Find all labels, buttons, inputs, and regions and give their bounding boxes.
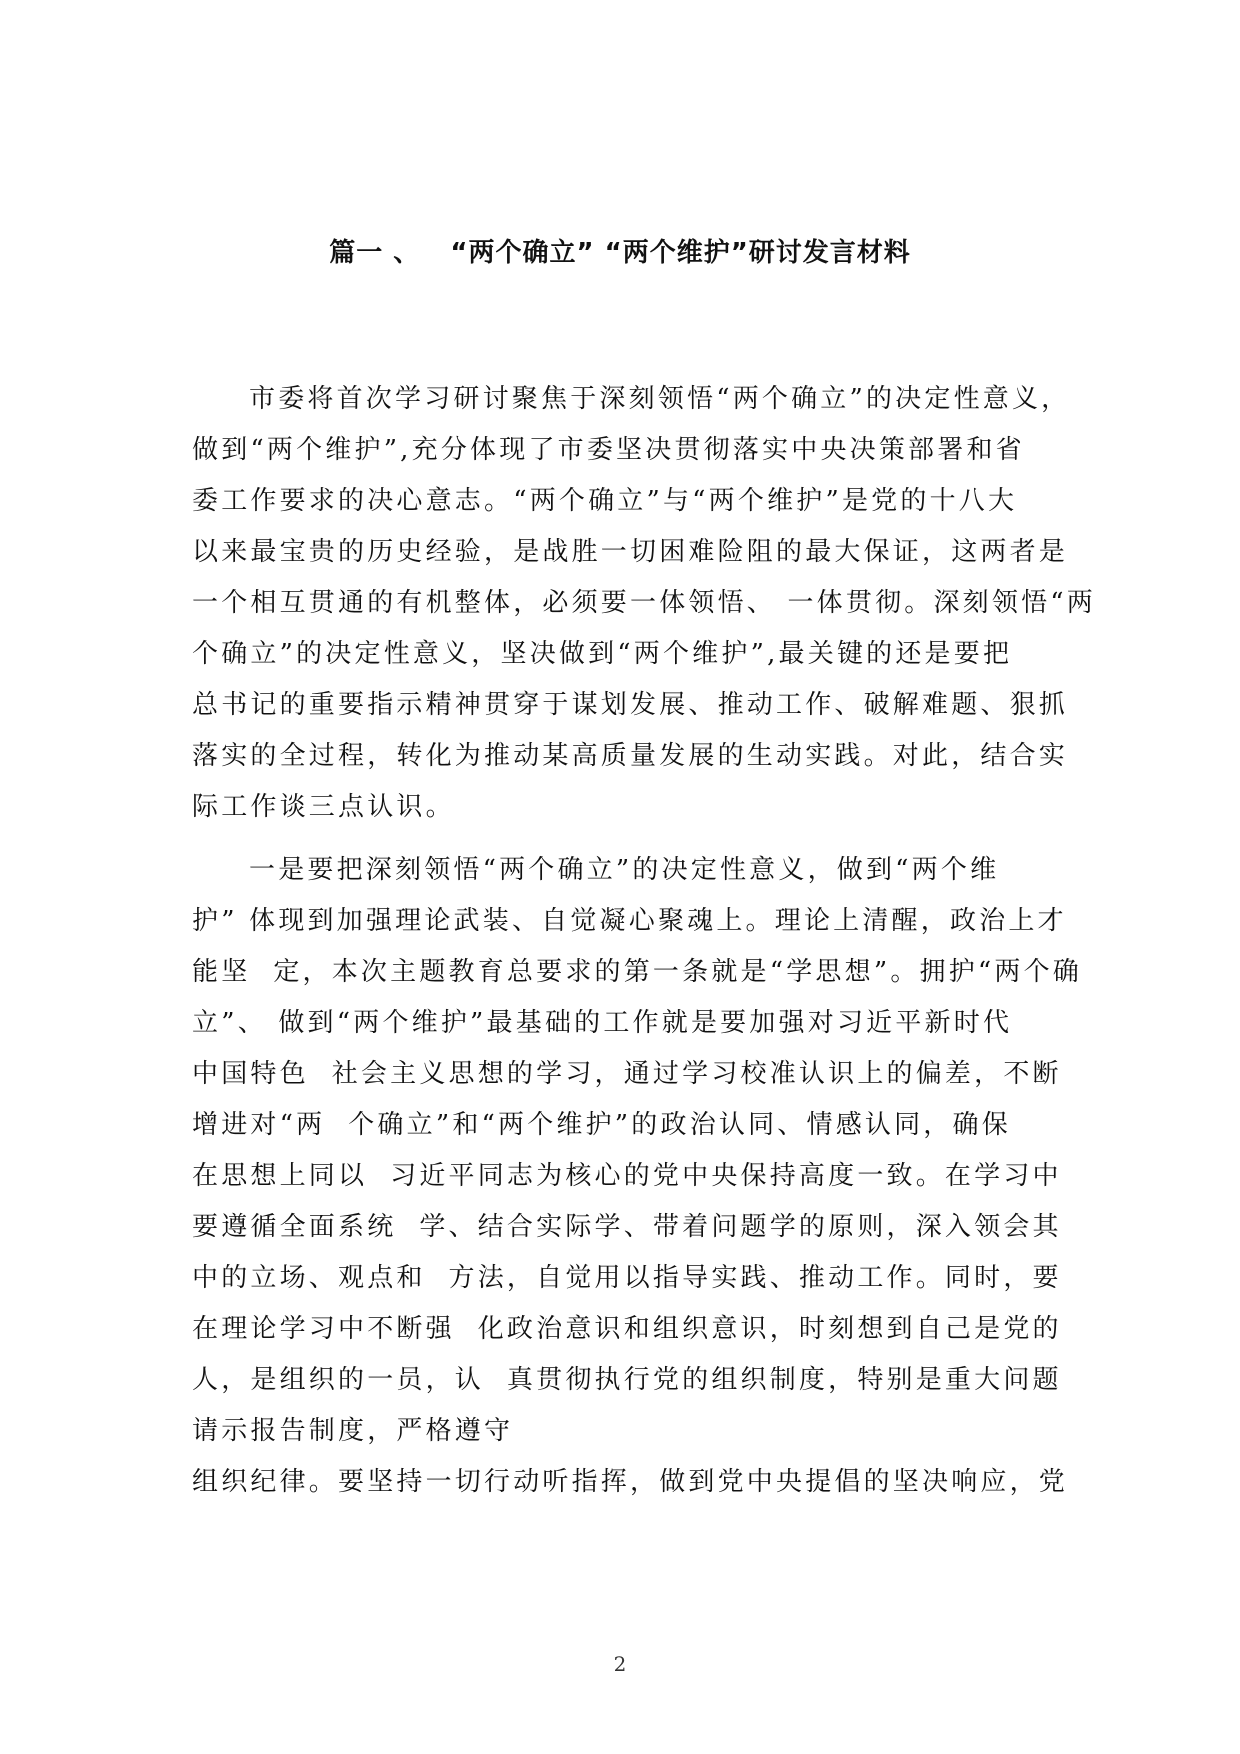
text-line: 组织纪律。要坚持一切行动听指挥，做到党中央提倡的坚决响应，党 xyxy=(192,1467,1069,1497)
text-line: 立”、 做到“两个维护”最基础的工作就是要加强对习近平新时代 xyxy=(192,1008,1013,1038)
text-line: 总书记的重要指示精神贯穿于谋划发展、推动工作、破解难题、狠抓 xyxy=(192,690,1069,720)
paragraph-intro xyxy=(192,374,1096,833)
paragraph-point-one xyxy=(192,845,1083,1508)
text-line: 落实的全过程，转化为推动某高质量发展的生动实践。对此，结合实 xyxy=(192,741,1069,771)
text-line: 护” 体现到加强理论武装、自觉凝心聚魂上。理论上清醒，政治上才 xyxy=(192,906,1067,936)
text-line: 委工作要求的决心意志。“两个确立”与“两个维护”是党的十八大 xyxy=(192,486,1018,516)
text-line: 在思想上同以 习近平同志为核心的党中央保持高度一致。在学习中 xyxy=(192,1161,1062,1191)
text-line: 中国特色 社会主义思想的学习，通过学习校准认识上的偏差，不断 xyxy=(192,1059,1062,1089)
text-line: 请示报告制度，严格遵守 xyxy=(192,1416,514,1446)
text-line: 能坚 定，本次主题教育总要求的第一条就是“学思想”。拥护“两个确 xyxy=(192,957,1083,987)
text-line: 人，是组织的一员，认 真贯彻执行党的组织制度，特别是重大问题 xyxy=(192,1365,1062,1395)
document-title: 篇一 、 “两个确立” “两个维护”研讨发言材料 xyxy=(329,238,911,268)
text-line: 一个相互贯通的有机整体，必须要一体领悟、 一体贯彻。深刻领悟“两 xyxy=(192,588,1096,618)
text-line: 增进对“两 个确立”和“两个维护”的政治认同、情感认同，确保 xyxy=(192,1110,1011,1140)
text-line: 做到“两个维护”,充分体现了市委坚决贯彻落实中央决策部署和省 xyxy=(192,435,1025,465)
document-body xyxy=(192,374,1096,1508)
text-line: 际工作谈三点认识。 xyxy=(192,792,455,822)
text-line: 中的立场、观点和 方法，自觉用以指导实践、推动工作。同时，要 xyxy=(192,1263,1062,1293)
text-line: 要遵循全面系统 学、结合实际学、带着问题学的原则，深入领会其 xyxy=(192,1212,1062,1242)
text-line: 以来最宝贵的历史经验，是战胜一切困难险阻的最大保证，这两者是 xyxy=(192,537,1069,567)
paragraph-spacer xyxy=(192,833,1062,845)
page-number: 2 xyxy=(613,1652,627,1676)
text-line: 一是要把深刻领悟“两个确立”的决定性意义，做到“两个维 xyxy=(249,855,1000,885)
text-line: 个确立”的决定性意义，坚决做到“两个维护”,最关键的还是要把 xyxy=(192,639,1013,669)
text-line: 市委将首次学习研讨聚焦于深刻领悟“两个确立”的决定性意义， xyxy=(249,384,1071,414)
text-line: 在理论学习中不断强 化政治意识和组织意识，时刻想到自己是党的 xyxy=(192,1314,1062,1344)
